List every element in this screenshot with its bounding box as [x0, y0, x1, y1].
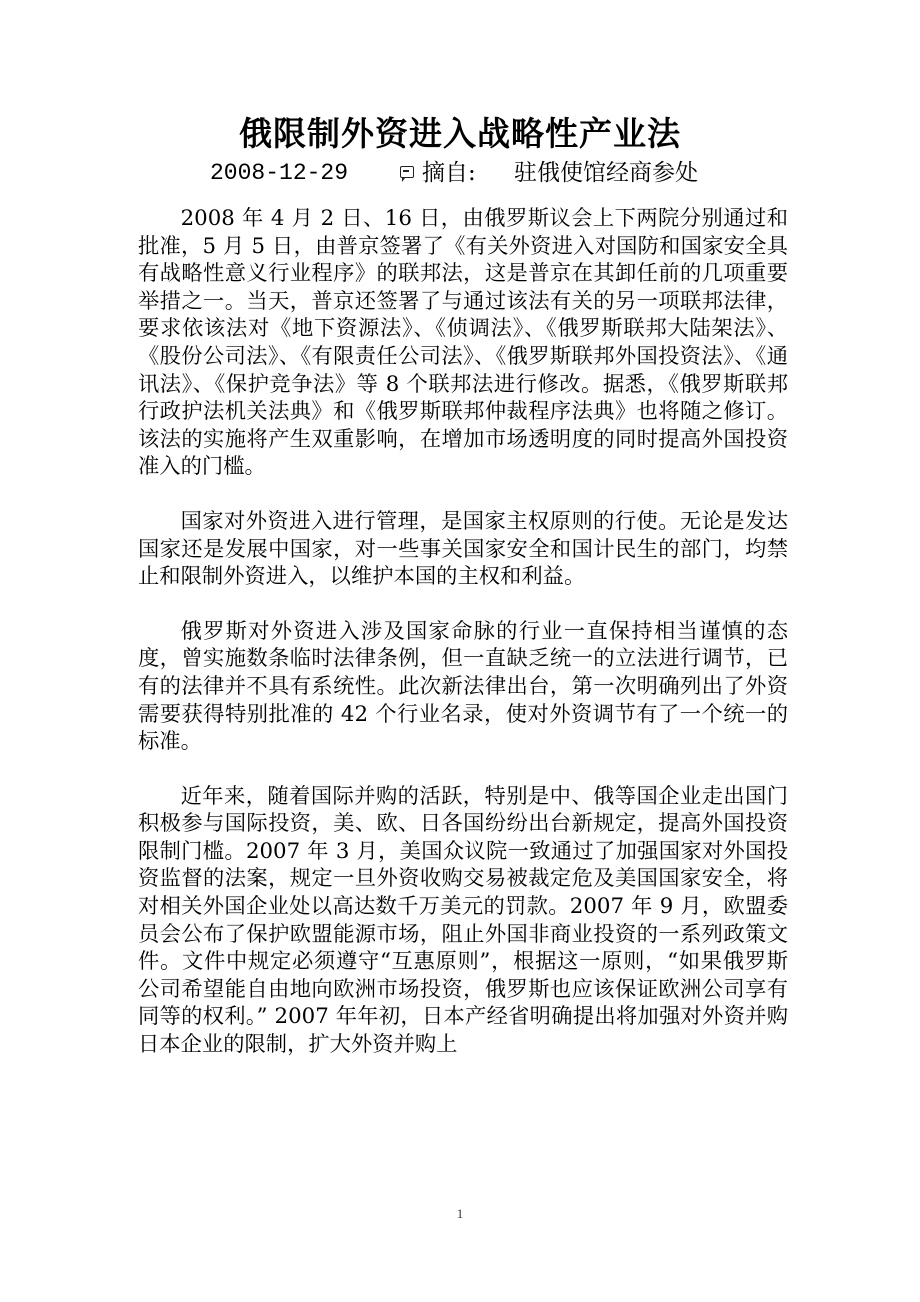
publish-date: 2008-12-29 — [210, 160, 349, 186]
page-number: 1 — [456, 1206, 464, 1221]
paragraph: 2008 年 4 月 2 日、16 日，由俄罗斯议会上下两院分别通过和批准，5 月 5 日，由普京签署了《有关外资进入对国防和国家安全具有战略性意义行业程序》的联邦法，这是普京在其卸任前的几项重要举措之一。当天，普京还签署了与通过该法有关的另一项联邦法律，要求依该法对《地下资源法》、《侦调法》、《俄罗斯联邦大陆架法》、《股份公司法》、《有限责任公司法》、《俄罗斯联邦外国投资法》、《通讯法》、《保护竞争法》等 8 个联邦法进行修改。据悉，《俄罗斯联邦行政护法机关法典》和《俄罗斯联邦仲裁程序法典》也将随之修订。该法的实施将产生双重影响，在增加市场透明度的同时提高外国投资准入的门槛。 — [138, 206, 788, 480]
source-label: 摘自: — [422, 160, 476, 186]
document-meta — [210, 156, 810, 190]
document-title: 俄限制外资进入战略性产业法 — [239, 114, 681, 153]
paragraph: 国家对外资进入进行管理，是国家主权原则的行使。无论是发达国家还是发展中国家，对一些事关国家安全和国计民生的部门，均禁止和限制外资进入，以维护本国的主权和利益。 — [138, 508, 788, 590]
comment-icon — [400, 166, 414, 178]
paragraph: 俄罗斯对外资进入涉及国家命脉的行业一直保持相当谨慎的态度，曾实施数条临时法律条例，但一直缺乏统一的立法进行调节，已有的法律并不具有系统性。此次新法律出台，第一次明确列出了外资需要获得特别批准的 42 个行业名录，使对外资调节有了一个统一的标准。 — [138, 618, 788, 755]
document-body — [138, 205, 788, 1086]
source-name: 驻俄使馆经商参处 — [514, 160, 698, 186]
paragraph: 近年来，随着国际并购的活跃，特别是中、俄等国企业走出国门积极参与国际投资，美、欧、日各国纷纷出台新规定，提高外国投资限制门槛。2007 年 3 月，美国众议院一致通过了加强国家对外国投资监督的法案，规定一旦外资收购交易被裁定危及美国国家安全，将对相关外国企业处以高达数千万美元的罚款。2007 年 9 月，欧盟委员会公布了保护欧盟能源市场，阻止外国非商业投资的一系列政策文件。文件中规定必须遵守“互惠原则”，根据这一原则，“如果俄罗斯公司希望能自由地向欧洲市场投资，俄罗斯也应该保证欧洲公司享有同等的权利。” 2007 年年初，日本产经省明确提出将加强对外资并购日本企业的限制，扩大外资并购上 — [138, 783, 788, 1058]
